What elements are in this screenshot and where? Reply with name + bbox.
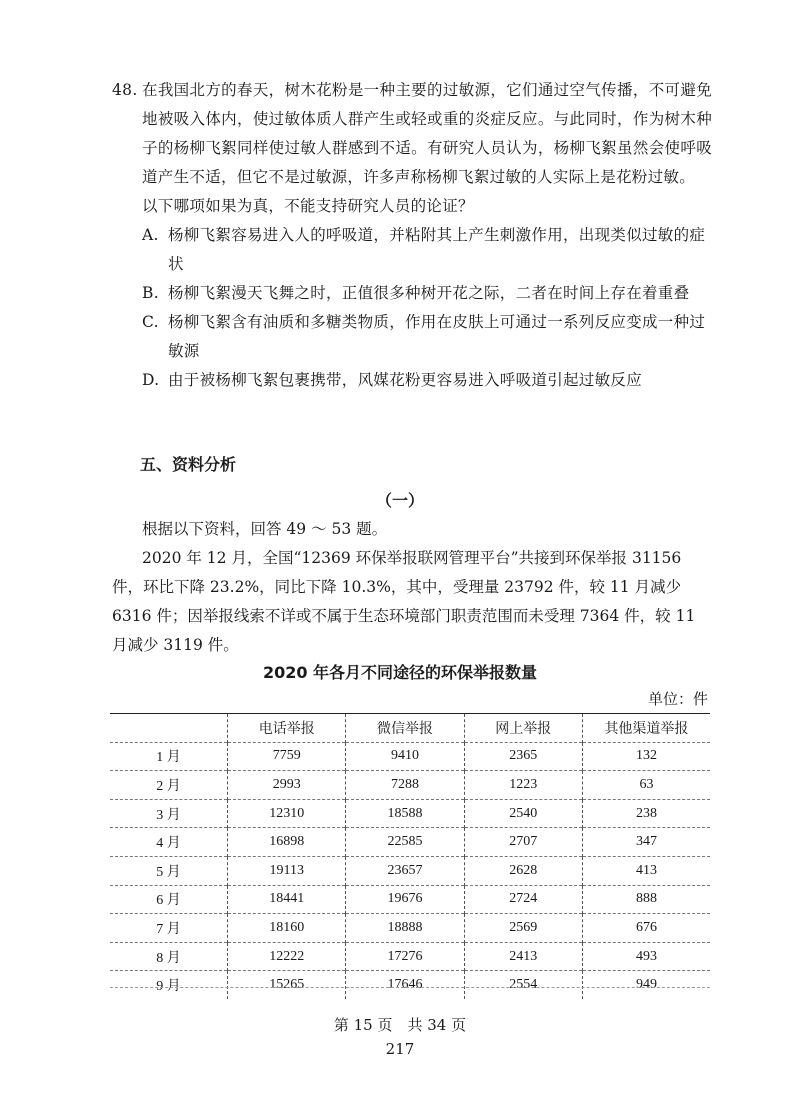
table-row [110,971,710,999]
month-cell: 8 月 [110,942,228,971]
option-a [112,221,712,279]
table-row [110,885,710,914]
table-cell: 18888 [346,914,464,943]
table-cell: 63 [582,771,710,800]
table-cell: 2365 [464,742,582,771]
table-row [110,771,710,800]
month-cell: 3 月 [110,799,228,828]
table-title: 2020 年各月不同途径的环保举报数量 [262,663,538,682]
table-cell: 2628 [464,856,582,885]
table-row [110,828,710,857]
table-cell: 19676 [346,885,464,914]
option-b [112,279,712,308]
table-cell: 7759 [228,742,346,771]
table-unit: 单位：件 [647,690,708,708]
table-cell: 12222 [228,942,346,971]
table-bottom-rule [110,987,710,988]
option-text: 杨柳飞絮含有油质和多糖类物质，作用在皮肤上可通过一系列反应变成一种过敏源 [168,313,706,360]
option-c [112,308,712,366]
section-subtitle: （一） [375,491,424,510]
table-header-row [110,714,710,743]
option-letter: C. [142,313,159,331]
table-cell: 19113 [228,856,346,885]
table-cell: 15265 [228,971,346,999]
table-cell: 2554 [464,971,582,999]
table-cell: 1223 [464,771,582,800]
option-text: 杨柳飞絮漫天飞舞之时，正值很多种树开花之际，二者在时间上存在着重叠 [168,284,690,302]
header-cell: 其他渠道举报 [582,714,710,743]
option-letter: A. [142,226,159,244]
header-cell: 网上举报 [464,714,582,743]
table-row [110,856,710,885]
table-cell: 7288 [346,771,464,800]
month-cell: 2 月 [110,771,228,800]
table-cell: 2569 [464,914,582,943]
table-row [110,942,710,971]
header-cell: 电话举报 [228,714,346,743]
question-number: 48. [112,81,138,99]
month-cell: 1 月 [110,742,228,771]
table-cell: 676 [582,914,710,943]
material-intro [112,515,712,660]
table-cell: 17276 [346,942,464,971]
page-number: 217 [385,1040,415,1058]
table-cell: 16898 [228,828,346,857]
month-cell: 4 月 [110,828,228,857]
data-table [110,713,710,999]
option-text: 杨柳飞絮容易进入人的呼吸道，并粘附其上产生刺激作用，出现类似过敏的症状 [168,226,706,273]
table-row [110,914,710,943]
question-prompt: 以下哪项如果为真，不能支持研究人员的论证？ [142,197,474,215]
header-cell [110,714,228,743]
table-cell: 888 [582,885,710,914]
month-cell: 6 月 [110,885,228,914]
instruction-text: 根据以下资料，回答 49 ～ 53 题。 [142,520,388,538]
table-cell: 949 [582,971,710,999]
table-cell: 18160 [228,914,346,943]
table-cell: 22585 [346,828,464,857]
table-cell: 2724 [464,885,582,914]
option-text: 由于被杨柳飞絮包裹携带，风媒花粉更容易进入呼吸道引起过敏反应 [168,371,643,389]
option-letter: B. [142,284,159,302]
month-cell: 5 月 [110,856,228,885]
month-cell: 7 月 [110,914,228,943]
table-cell: 2540 [464,799,582,828]
material-paragraph: 2020 年 12 月，全国“12369 环保举报联网管理平台”共接到环保举报 31156 件，环比下降 23.2%，同比下降 10.3%，其中，受理量 23792 件，较 11 月减少 6316 件；因举报线索不详或不属于生态环境部门职责范围而未受理 7364 件，较 11 月减少 3119 件。 [112,549,696,654]
table-row [110,799,710,828]
option-letter: D. [142,371,160,389]
table-cell: 238 [582,799,710,828]
month-cell: 9 月 [110,971,228,999]
table-cell: 347 [582,828,710,857]
table-cell: 12310 [228,799,346,828]
table-cell: 23657 [346,856,464,885]
option-d [112,366,712,395]
table-cell: 132 [582,742,710,771]
question-body: 在我国北方的春天，树木花粉是一种主要的过敏源，它们通过空气传播，不可避免地被吸入体内，使过敏体质人群产生或轻或重的炎症反应。与此同时，作为树木种子的杨柳飞絮同样使过敏人群感到不适。有研究人员认为，杨柳飞絮虽然会使呼吸道产生不适，但它不是过敏源，许多声称杨柳飞絮过敏的人实际上是花粉过敏。 [142,81,712,186]
table-cell: 413 [582,856,710,885]
table-cell: 17646 [346,971,464,999]
table-cell: 2413 [464,942,582,971]
header-cell: 微信举报 [346,714,464,743]
page-counter: 第 15 页 共 34 页 [333,1016,467,1034]
section-title: 五、资料分析 [140,455,237,474]
table-row [110,742,710,771]
table-cell: 18441 [228,885,346,914]
table-cell: 2993 [228,771,346,800]
table-cell: 18588 [346,799,464,828]
table-cell: 9410 [346,742,464,771]
table-cell: 2707 [464,828,582,857]
question-48 [112,76,712,395]
table-cell: 493 [582,942,710,971]
